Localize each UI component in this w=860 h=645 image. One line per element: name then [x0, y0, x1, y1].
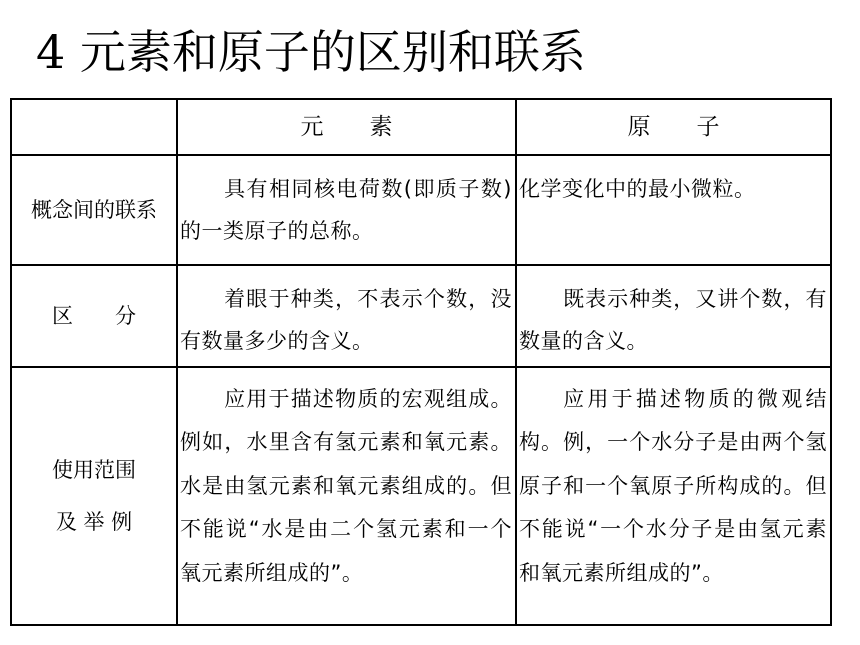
cell-relation-element: 具有相同核电荷数(即质子数)的一类原子的总称。 [178, 156, 517, 266]
cell-usage-atom: 应用于描述物质的微观结构。例，一个水分子是由两个氢原子和一个氧原子所构成的。但不能说“一个水分子是由氢元素和氧元素所组成的”。 [519, 387, 827, 585]
row-header-relation: 概念间的联系 [12, 156, 178, 266]
cell-relation-atom: 化学变化中的最小微粒。 [517, 156, 830, 266]
cell-difference-element: 着眼于种类，不表示个数，没有数量多少的含义。 [178, 266, 517, 368]
row-header-usage-line2: 及 举 例 [55, 510, 133, 534]
page-title: 4 元素和原子的区别和联系 [36, 25, 586, 79]
table-corner-cell [12, 100, 178, 156]
comparison-table [10, 98, 832, 626]
column-header-element: 元 素 [178, 100, 517, 156]
row-header-difference: 区 分 [12, 266, 178, 368]
row-header-usage [12, 368, 178, 624]
cell-usage-element: 应用于描述物质的宏观组成。例如，水里含有氢元素和氧元素。水是由氢元素和氧元素组成的。但不能说“水是由二个氢元素和一个氧元素所组成的”。 [178, 368, 517, 624]
cell-difference-atom: 既表示种类，又讲个数，有数量的含义。 [517, 266, 830, 368]
column-header-atom: 原 子 [517, 100, 830, 156]
row-header-usage-line1: 使用范围 [52, 457, 136, 482]
